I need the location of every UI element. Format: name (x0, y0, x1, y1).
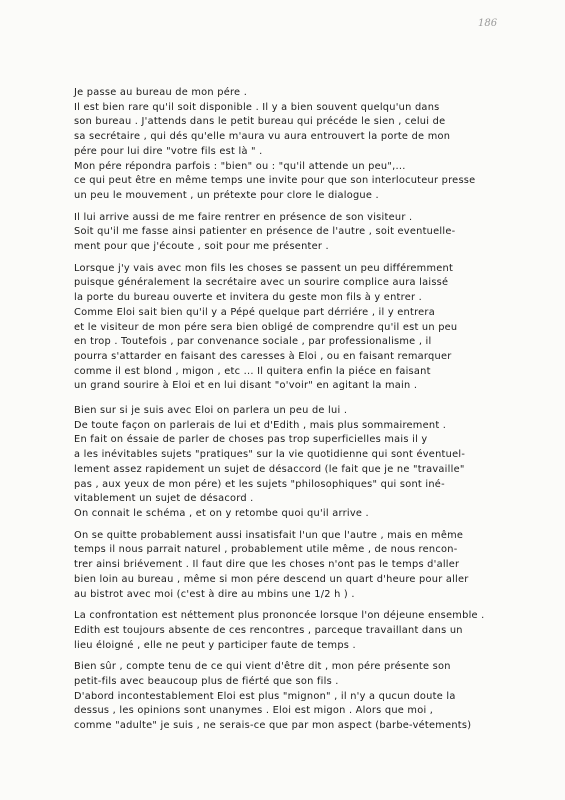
text-line: Je passe au bureau de mon pére . (74, 87, 248, 98)
text-line: La confrontation est néttement plus prononcée lorsque l'on déjeune ensemble . (74, 610, 485, 622)
text-line: lieu éloigné , elle ne peut y participer faute de temps . (74, 639, 356, 651)
text-line: Mon pére répondra parfois : "bien" ou : "qu'il attende un peu",... (74, 160, 406, 172)
text-line: ment pour que j'écoute , soit pour me présenter . (74, 241, 329, 253)
paragraph (74, 404, 554, 522)
text-line: On connait le schéma , et on y retombe quoi qu'il arrive . (74, 507, 369, 519)
text-line: De toute façon on parlerais de lui et d'Edith , mais plus sommairement . (74, 419, 447, 431)
text-line: et le visiteur de mon pére sera bien obligé de comprendre qu'il est un peu (74, 321, 458, 333)
text-line: bien loin au bureau , même si mon pére descend un quart d'heure pour aller (74, 573, 469, 585)
paragraph (74, 660, 554, 734)
text-line: pourra s'attarder en faisant des caresses à Eloi , ou en faisant remarquer (74, 350, 452, 362)
text-line: pére pour lui dire "votre fils est là " . (74, 145, 263, 157)
paragraph (74, 262, 554, 394)
text-line: dessus , les opinions sont unanymes . Eloi est migon . Alors que moi , (74, 705, 434, 717)
text-line: On se quitte probablement aussi insatisfait l'un que l'autre , mais en même (74, 529, 464, 541)
text-line: temps il nous parrait naturel , probablement utile même , de nous rencon- (74, 544, 458, 556)
text-line: au bistrot avec moi (c'est à dire au mbins une 1/2 h ) . (74, 588, 355, 600)
text-line: ce qui peut être en même temps une invite pour que son interlocuteur presse (74, 175, 476, 187)
text-line: lement assez rapidement un sujet de désaccord (le fait que je ne "travaille" (74, 463, 465, 475)
text-line: puisque généralement la secrétaire avec un sourire complice aura laissé (74, 277, 449, 289)
paragraph (74, 211, 554, 255)
text-line: sa secrétaire , qui dés qu'elle m'aura vu aura entrouvert la porte de mon (74, 131, 451, 143)
text-line: la porte du bureau ouverte et invitera du geste mon fils à y entrer . (74, 292, 422, 304)
text-line: un peu le mouvement , un prétexte pour clore le dialogue . (74, 189, 379, 201)
text-line: comme "adulte" je suis , ne serais-ce que par mon aspect (barbe-vétements) (74, 720, 472, 732)
text-line: En fait on éssaie de parler de choses pas trop superficielles mais il y (74, 434, 428, 446)
text-line: vitablement un sujet de désacord . (74, 493, 254, 505)
text-line: trer ainsi briévement . Il faut dire que les choses n'ont pas le temps d'aller (74, 559, 460, 571)
text-line: Soit qu'il me fasse ainsi patienter en présence de l'autre , soit eventuelle- (74, 226, 456, 238)
text-line: Il lui arrive aussi de me faire rentrer en présence de son visiteur . (74, 211, 413, 223)
document-body (74, 86, 554, 741)
text-line: son bureau . J'attends dans le petit bureau qui précéde le sien , celui de (74, 116, 446, 128)
paragraph (74, 529, 554, 603)
text-line: Bien sûr , compte tenu de ce qui vient d'être dit , mon pére présente son (74, 661, 451, 673)
text-line: Edith est toujours absente de ces rencontres , parceque travaillant dans un (74, 624, 463, 636)
text-line: Comme Eloi sait bien qu'il y a Pépé quelque part dérriére , il y entrera (74, 306, 435, 318)
paragraph (74, 86, 554, 204)
text-line: Lorsque j'y vais avec mon fils les choses se passent un peu différemment (74, 262, 454, 274)
page-number: 186 (478, 18, 498, 29)
text-line: D'abord incontestablement Eloi est plus "mignon" , il n'y a qucun doute la (74, 690, 456, 702)
text-line: Bien sur si je suis avec Eloi on parlera un peu de lui . (74, 405, 348, 417)
text-line: un grand sourire à Eloi et en lui disant "o'voir" en agitant la main . (74, 380, 418, 392)
text-line: en trop . Toutefois , par convenance sociale , par professionalisme , il (74, 336, 432, 348)
text-line: comme il est blond , migon , etc ... Il quitera enfin la piéce en faisant (74, 365, 431, 377)
text-line: petit-fils avec beaucoup plus de fiérté que son fils . (74, 676, 339, 688)
text-line: Il est bien rare qu'il soit disponible . Il y a bien souvent quelqu'un dans (74, 101, 440, 113)
paragraph (74, 609, 554, 653)
text-line: a les inévitables sujets "pratiques" sur la vie quotidienne qui sont éventuel- (74, 449, 466, 461)
text-line: pas , aux yeux de mon pére) et les sujets "philosophiques" qui sont iné- (74, 478, 445, 490)
